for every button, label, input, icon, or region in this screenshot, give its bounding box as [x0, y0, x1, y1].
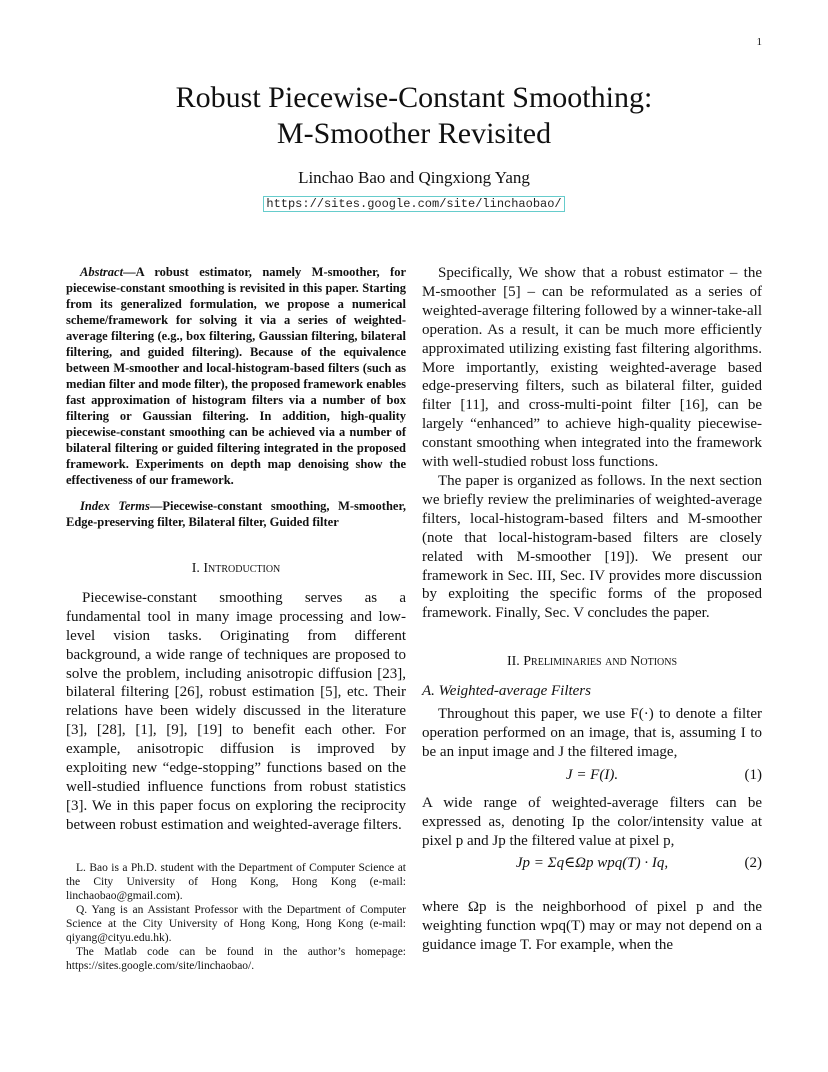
abstract-label: Abstract	[80, 265, 124, 279]
footnote-3: The Matlab code can be found in the author’s homepage: https://sites.google.com/site/linchaobao/.	[66, 945, 406, 972]
right-paragraph-4: A wide range of weighted-average filters can be expressed as, denoting Ip the color/intensity value at pixel p and Jp the filtered value at pixel p,	[422, 794, 762, 849]
homepage-url	[0, 194, 828, 212]
footnotes	[66, 861, 406, 973]
index-terms	[66, 498, 406, 530]
right-column	[422, 264, 762, 955]
page-number: 1	[756, 36, 762, 48]
index-label: Index Terms	[80, 499, 150, 513]
right-paragraph-3: Throughout this paper, we use F(·) to denote a filter operation performed on an image, that is, assuming I to be an input image and J the filtered image,	[422, 706, 762, 760]
equation-2-body: Jp = Σq∈Ωp wpq(T) · Iq,	[515, 855, 669, 872]
equation-1	[422, 766, 762, 790]
equation-2-number: (2)	[744, 855, 762, 872]
equation-1-number: (1)	[744, 766, 762, 783]
authors: Linchao Bao and Qingxiong Yang	[298, 168, 530, 187]
left-column	[66, 264, 406, 973]
title-line-1: Robust Piecewise-Constant Smoothing:	[175, 81, 653, 114]
abstract	[66, 264, 406, 488]
footnote-1: L. Bao is a Ph.D. student with the Department of Computer Science at the City University of Hong Kong, Hong Kong (e-mail: linchaobao@gmail.com).	[66, 861, 406, 902]
arxiv-side-stamp	[6, 300, 64, 800]
paper-title	[0, 80, 828, 152]
right-paragraph-2: The paper is organized as follows. In the next section we briefly review the preliminaries of weighted-average filters, local-histogram-based filters and M-smoother (note that local-histogram-based filters are closely related with M-smoother [19]). We present our framework in Sec. III, Sec. IV provides more discussion by exploiting the specific forms of the proposed framework. Finally, Sec. V concludes the paper.	[422, 472, 762, 622]
footnote-2: Q. Yang is an Assistant Professor with the Department of Computer Science at the City University of Hong Kong, Hong Kong (e-mail: qiyang@cityu.edu.hk).	[66, 903, 406, 944]
right-paragraph-1: Specifically, We show that a robust estimator – the M-smoother [5] – can be reformulated as a series of weighted-average filtering followed by a winner-take-all operation. As a result, it can be much more efficiently approximated utilizing existing fast filtering algorithms. More importantly, existing weighted-average based edge-preserving filters, such as bilateral filter, guided filter [11], and cross-multi-point filter [16], can be largely “enhanced” to achieve high-quality piecewise-constant smoothing when integrated into the framework with well-studied robust loss functions.	[422, 265, 762, 471]
right-paragraph-5: where Ωp is the neighborhood of pixel p and the weighting function wpq(T) may or may not depend on a guidance image T. For example, when the	[422, 899, 762, 954]
section-2-title: II. Preliminaries and Notions	[506, 654, 678, 670]
index-text: —Piecewise-constant smoothing, M-smoother, Edge-preserving filter, Bilateral filter, Guided filter	[66, 499, 406, 529]
equation-1-body: J = F(I).	[565, 766, 619, 783]
abstract-text: —A robust estimator, namely M-smoother, for piecewise-constant smoothing is revisited in this paper. Starting from its generalized formulation, we propose a numerical scheme/framework for solving it via a series of weighted-average filtering (e.g., box filtering, Gaussian filtering, bilateral filtering, and guided filtering). Because of the equivalence between M-smoother and local-histogram-based filters (such as median filter and mode filter), the proposed framework enables fast approximation of histogram filters via a number of box filtering or Gaussian filtering. In addition, high-quality piecewise-constant smoothing can be achieved via a number of bilateral filtering or guided filtering integrated in the proposed framework. Experiments on depth map denoising show the effectiveness of our framework.	[66, 265, 406, 487]
homepage-link[interactable]: https://sites.google.com/site/linchaobao/	[263, 196, 564, 212]
subsection-a-title: A. Weighted-average Filters	[422, 683, 591, 700]
intro-paragraph: Piecewise-constant smoothing serves as a fundamental tool in many image processing and low-level vision tasks. Originating from different background, a wide range of techniques are proposed to solve the problem, including anisotropic diffusion [23], bilateral filtering [26], robust estimation [5], etc. Their relations have been widely discussed in the literature [3], [28], [1], [9], [19] to benefit each other. For example, anisotropic diffusion is improved by exploiting new “edge-stopping” functions based on the well-studied influence functions from robust statistics [3]. We in this paper focus on exploring the reciprocity between robust estimation and weighted-average filters.	[66, 589, 406, 833]
section-1-title: I. Introduction	[191, 561, 281, 576]
equation-2	[422, 854, 762, 894]
title-line-2: M-Smoother Revisited	[276, 117, 552, 150]
